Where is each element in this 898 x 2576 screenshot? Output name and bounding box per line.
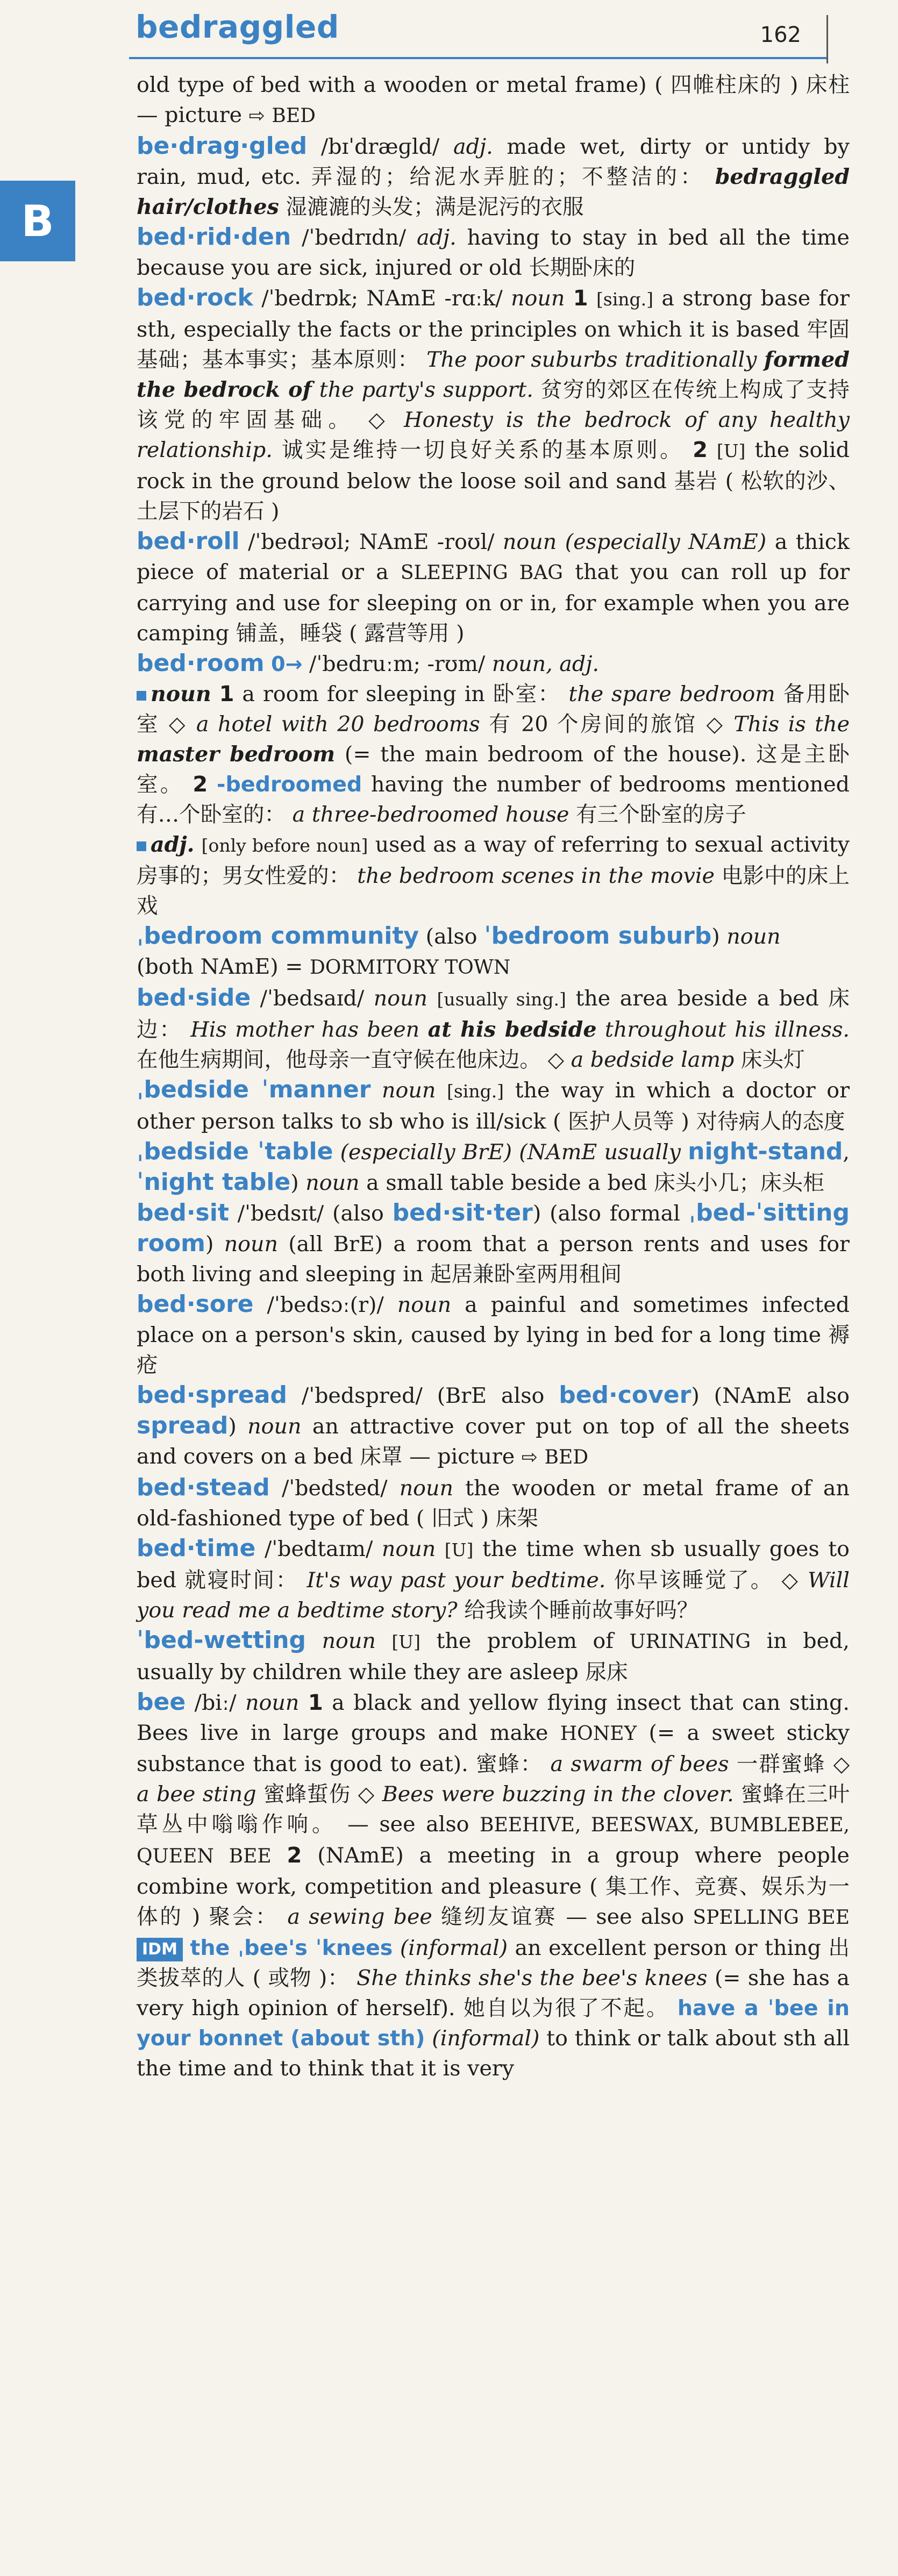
- part-of-speech: noun: [245, 1690, 300, 1715]
- pronunciation: /ˈbedrɒk; NAmE -rɑːk/: [261, 286, 503, 311]
- part-of-speech: noun: [502, 530, 557, 554]
- entry-bedspread: bed·spread /ˈbedspred/ (BrE also bed·cover) (NAmE also spread) noun an attractive cover put on top of all the sheets and covers on a bed 床罩 — picture ⇨ BED: [137, 1381, 850, 1469]
- translation: 有三个卧室的房子: [569, 802, 746, 827]
- definition: an excellent person or thing 出类拔萃的人 ( 或物 )：: [137, 1936, 850, 1990]
- headword: bed·time: [137, 1535, 256, 1562]
- example-collocation: formed the bedrock of: [137, 347, 850, 402]
- usage-note: (both NAmE) =: [137, 954, 310, 979]
- translation: 蜜蜂蜇伤: [256, 1782, 351, 1807]
- entry-bedside-manner: [137, 1075, 850, 1137]
- definition: in bed, usually by children while they are asleep 尿床: [137, 1629, 850, 1685]
- example-separator: ◇: [833, 1752, 850, 1776]
- definition: having to stay in bed all the time because you are sick, injured or old 长期卧床的: [137, 225, 850, 280]
- example: a bee sting: [137, 1782, 256, 1807]
- pronunciation: /bɪˈdræɡld/: [320, 134, 440, 159]
- sense-number: 2: [287, 1843, 302, 1868]
- translation: 诚实是维持一切良好关系的基本原则。: [272, 438, 684, 462]
- pronunciation: /biː/: [194, 1690, 237, 1715]
- part-of-speech: noun: [305, 1171, 360, 1195]
- definition: a black and yellow flying insect that can sting. Bees live in large groups and make: [137, 1690, 850, 1745]
- grammar-label: [usually sing.]: [437, 989, 566, 1010]
- see-also: — see also: [337, 1812, 480, 1837]
- part-of-speech: noun: [726, 924, 781, 949]
- example: a three-bedroomed house: [292, 802, 569, 827]
- sense-number: 1: [573, 286, 588, 311]
- example: His mother has been: [190, 1017, 428, 1042]
- pronunciation: /ˈbedruːm; -rʊm/: [309, 652, 486, 676]
- part-of-speech: noun: [151, 682, 211, 707]
- example: throughout his illness.: [596, 1017, 850, 1042]
- part-of-speech: noun: [381, 1537, 436, 1561]
- headword: be·drag·gled: [137, 132, 308, 160]
- example: She thinks she's the bee's knees: [357, 1966, 708, 1990]
- headword: bed·sit: [137, 1199, 229, 1226]
- example-separator: ◇: [169, 712, 188, 737]
- entry-bedrock: [137, 283, 850, 526]
- cross-reference[interactable]: URINATING: [629, 1631, 751, 1653]
- entry-bedsore: [137, 1289, 850, 1380]
- definition: a thick piece of material or a: [137, 530, 850, 584]
- example-gloss: (= she has a very high opinion of herself).: [137, 1966, 850, 2021]
- definition: a meeting in a group where people combine work, competition and pleasure ( 集工作、竞赛、娱乐为一体的 ) 聚会：: [137, 1843, 850, 1929]
- definition: a small table beside a bed 床头小几；床头柜: [366, 1171, 824, 1195]
- definition: the wooden or metal frame of an old-fashioned type of bed ( 旧式 ) 床架: [137, 1476, 850, 1531]
- translation: 电影中的床上戏: [137, 864, 850, 918]
- entry-bedroom-community: ˌbedroom community (also ˈbedroom suburb) noun (both NAmE) = DORMITORY TOWN: [137, 922, 781, 979]
- example: bedraggled hair/clothes: [137, 165, 850, 219]
- entry-bedroll: [137, 526, 850, 648]
- part-of-speech: noun: [224, 1232, 278, 1257]
- headword: bed·spread: [137, 1381, 287, 1409]
- cross-reference[interactable]: BED: [272, 105, 316, 127]
- definition: having the number of bedrooms mentioned 有…个卧室的：: [137, 772, 850, 827]
- headword: ˌbedside ˈtable: [137, 1138, 333, 1165]
- headword: ˌbedroom community: [137, 922, 419, 950]
- entry-bedstead: [137, 1473, 850, 1533]
- pronunciation: /ˈbedrɪdn/: [302, 225, 407, 250]
- headword: bed·roll: [137, 527, 240, 555]
- definition: the time when sb usually goes to bed 就寝时间：: [137, 1537, 850, 1593]
- translation: 一群蜜蜂: [729, 1752, 826, 1776]
- definition: made wet, dirty or untidy by rain, mud, etc. 弄湿的；给泥水弄脏的；不整洁的：: [137, 134, 850, 189]
- example: Bees were buzzing in the clover.: [382, 1782, 734, 1807]
- cross-reference[interactable]: HONEY: [560, 1723, 637, 1745]
- example: a bedside lamp: [571, 1047, 735, 1072]
- idiom: have a ˈbee in your bonnet (about sth): [137, 1996, 850, 2051]
- variant-headword: ˈnight table: [137, 1168, 291, 1196]
- definition: that you can roll up for carrying and use for sleeping on or in, for example when you are camping 铺盖，睡袋 ( 露营等用 ): [137, 560, 850, 646]
- pronunciation: /ˈbedsɔː(r)/: [267, 1293, 384, 1317]
- cross-reference[interactable]: SPELLING BEE: [693, 1907, 850, 1929]
- sense-number: 2: [193, 772, 208, 797]
- example: the party's support.: [311, 377, 533, 402]
- variant-headword: spread: [137, 1412, 229, 1439]
- part-of-speech: noun, adj.: [491, 652, 600, 676]
- headword: ˈbed-wetting: [137, 1626, 307, 1654]
- variant-headword: bed·cover: [559, 1381, 692, 1409]
- part-of-speech: noun: [247, 1414, 302, 1439]
- translation: 给我读个睡前故事好吗？: [457, 1598, 699, 1623]
- grammar-label: [U]: [444, 1539, 474, 1560]
- entry-continuation: [137, 70, 850, 131]
- example-separator: ◇: [781, 1568, 800, 1593]
- example-gloss: (= the main bedroom of the house).: [335, 742, 747, 767]
- example: the spare bedroom: [568, 682, 775, 707]
- headword: bed·stead: [137, 1474, 270, 1501]
- definition: a room that a person rents and uses for both living and sleeping in 起居兼卧室两用租间: [137, 1232, 850, 1287]
- oxford-3000-key-icon: 0→: [271, 652, 303, 676]
- definition: a strong base for sth, especially the facts or the principles on which it is based 牢固基础；基本事实；基本原则：: [137, 286, 850, 372]
- headword: bed·room: [137, 650, 265, 677]
- cross-reference[interactable]: BEEHIVE, BEESWAX, BUMBLEBEE, QUEEN BEE: [137, 1814, 850, 1867]
- example-separator: ◇: [706, 712, 725, 737]
- headword: bed·sore: [137, 1290, 254, 1318]
- translation: 备用卧室: [137, 682, 850, 737]
- usage-note: (informal): [432, 2026, 540, 2051]
- pronunciation: /ˈbedrəʊl; NAmE -roʊl/: [248, 530, 495, 554]
- definition: the way in which a doctor or other person talks to sb who is ill/sick ( 医护人员等 ) 对待病人的态度: [137, 1078, 850, 1134]
- example-separator: ◇: [547, 1047, 565, 1072]
- definition: an attractive cover put on top of all the sheets and covers on a bed 床罩 — picture: [137, 1414, 850, 1469]
- section-marker-icon: [137, 841, 146, 851]
- usage-note: (BrE also: [437, 1383, 559, 1408]
- translation: 有 20 个房间的旅馆: [480, 712, 697, 737]
- header-rule: [129, 57, 828, 59]
- usage-note: (informal): [400, 1936, 508, 1960]
- grammar-label: [only before noun]: [201, 835, 368, 856]
- page-header: [129, 8, 850, 67]
- example: a sewing bee: [287, 1904, 432, 1929]
- header-rule-end: [826, 15, 828, 63]
- cross-reference[interactable]: DORMITORY TOWN: [309, 957, 511, 979]
- example: a hotel with 20 bedrooms: [196, 712, 480, 737]
- grammar-label: [sing.]: [446, 1081, 504, 1102]
- translation: 缝纫友谊赛: [432, 1904, 558, 1929]
- headword: bed·rock: [137, 284, 253, 311]
- variant-headword: night-stand: [688, 1138, 843, 1165]
- definition: (= a sweet sticky substance that is good to eat). 蜜蜂：: [137, 1721, 850, 1776]
- sense-number: 1: [219, 682, 234, 707]
- headword: bed·rid·den: [137, 223, 291, 251]
- grammar-label: [U]: [716, 440, 746, 461]
- entry-bedtime: [137, 1533, 850, 1625]
- example: Honesty is the bedrock of any healthy relationship.: [137, 408, 850, 462]
- translation: 床头灯: [734, 1047, 805, 1072]
- entry-bedridden: [137, 222, 850, 283]
- pronunciation: /ˈbedsted/: [281, 1476, 388, 1501]
- definition: the area beside a bed 床边：: [137, 986, 850, 1042]
- variant-headword: ˌbed-ˈsitting room: [137, 1199, 850, 1257]
- variant-headword: bed·sit·ter: [392, 1199, 533, 1226]
- definition: a painful and sometimes infected place on a person's skin, caused by lying in bed for a long time 褥疮: [137, 1293, 850, 1378]
- entry-bedraggled: [137, 131, 850, 222]
- example-separator: ◇: [368, 408, 391, 432]
- example: It's way past your bedtime.: [307, 1568, 606, 1593]
- entry-text: old type of bed with a wooden or metal frame) ( 四帷柱床的 ) 床柱 — picture: [137, 73, 850, 127]
- example: The poor suburbs traditionally: [426, 347, 764, 372]
- page-number: 162: [760, 23, 801, 47]
- headword: bed·side: [137, 984, 251, 1011]
- translation: 这是主卧室。: [137, 742, 850, 797]
- part-of-speech: adj.: [453, 134, 493, 159]
- usage-note: (especially BrE) (NAmE usually: [340, 1140, 688, 1165]
- part-of-speech: noun: [322, 1629, 376, 1653]
- example-separator: ◇: [358, 1782, 375, 1807]
- thumb-index-tab: B: [0, 181, 75, 261]
- entry-bedwetting: [137, 1625, 850, 1687]
- translation: 贫穷的郊区在传统上构成了支持该党的牢固基础。: [137, 377, 850, 432]
- usage-note: (all BrE): [288, 1232, 383, 1257]
- example-collocation: master bedroom: [137, 742, 336, 767]
- grammar-label: [U]: [391, 1631, 421, 1652]
- example: This is the: [733, 712, 850, 737]
- example: the bedroom scenes in the movie: [357, 864, 715, 888]
- variant-headword: ˈbedroom suburb: [484, 922, 712, 950]
- example-collocation: at his bedside: [427, 1017, 597, 1042]
- sense-number: 2: [693, 438, 708, 462]
- entry-bedside-table: ˌbedside ˈtable (especially BrE) (NAmE usually night-stand, ˈnight table) noun a small table beside a bed 床头小几；床头柜: [137, 1138, 850, 1196]
- translation: 湿漉漉的头发；满是泥污的衣服: [279, 195, 584, 219]
- idiom: the ˌbee's ˈknees: [190, 1936, 393, 1960]
- cross-reference[interactable]: SLEEPING BAG: [400, 562, 563, 584]
- part-of-speech: noun: [373, 986, 428, 1011]
- arrow-icon: ⇨: [521, 1446, 538, 1468]
- translation: 蜜蜂在三叶草丛中嗡嗡作响。: [137, 1782, 850, 1837]
- usage-note: ) (NAmE also: [691, 1383, 850, 1408]
- definition: to think or talk about sth all the time and to think that it is very: [137, 2026, 850, 2081]
- arrow-icon: ⇨: [248, 105, 265, 127]
- translation: 在他生病期间，他母亲一直守候在他床边。: [137, 1047, 541, 1072]
- pronunciation: /ˈbedtaɪm/: [264, 1537, 373, 1561]
- cross-reference[interactable]: BED: [544, 1446, 589, 1468]
- idiom-label: IDM: [137, 1938, 183, 1961]
- headword: bee: [137, 1688, 186, 1716]
- definition: a room for sleeping in 卧室：: [242, 682, 561, 707]
- example: Will you read me a bedtime story?: [137, 1568, 850, 1623]
- definition: the problem of: [436, 1629, 630, 1653]
- part-of-speech: adj.: [151, 832, 195, 857]
- sense-number: 1: [308, 1690, 323, 1715]
- also-label: (also: [425, 924, 484, 949]
- definition: the solid rock in the ground below the loose soil and sand 基岩 ( 松软的沙、土层下的岩石 ): [137, 438, 850, 524]
- entry-bedroom: [137, 648, 850, 921]
- guide-word: bedraggled: [136, 9, 339, 45]
- entry-bedsit: bed·sit /ˈbedsɪt/ (also bed·sit·ter) (also formal ˌbed-ˈsitting room) noun (all BrE) a room that a person rents and uses for both living and sleeping in 起居兼卧室两用租间: [137, 1199, 850, 1287]
- see-also: — see also: [557, 1904, 693, 1929]
- entry-bee: [137, 1687, 850, 2083]
- grammar-label: [sing.]: [596, 289, 654, 310]
- part-of-speech: adj.: [416, 225, 457, 250]
- pronunciation: /ˈbedsaɪd/: [260, 986, 365, 1011]
- usage-note: (especially NAmE): [565, 530, 767, 554]
- definition: used as a way of referring to sexual activity 房事的；男女性爱的：: [137, 832, 850, 888]
- usage-note: (NAmE): [317, 1843, 404, 1868]
- dictionary-column: [137, 70, 850, 2083]
- part-of-speech: noun: [399, 1476, 453, 1501]
- example: a swarm of bees: [550, 1752, 729, 1776]
- part-of-speech: noun: [397, 1293, 452, 1317]
- derived-form: -bedroomed: [217, 772, 362, 797]
- translation: 她自以为很了不起。: [455, 1996, 669, 2021]
- translation: 你早该睡觉了。: [605, 1568, 774, 1593]
- headword: ˌbedside ˈmanner: [137, 1076, 371, 1103]
- section-marker-icon: [137, 691, 146, 701]
- part-of-speech: noun: [382, 1078, 436, 1103]
- pronunciation: /ˈbedspred/: [301, 1383, 423, 1408]
- entry-bedside: [137, 983, 850, 1075]
- pronunciation: /ˈbedsɪt/: [237, 1201, 324, 1226]
- part-of-speech: noun: [511, 286, 565, 311]
